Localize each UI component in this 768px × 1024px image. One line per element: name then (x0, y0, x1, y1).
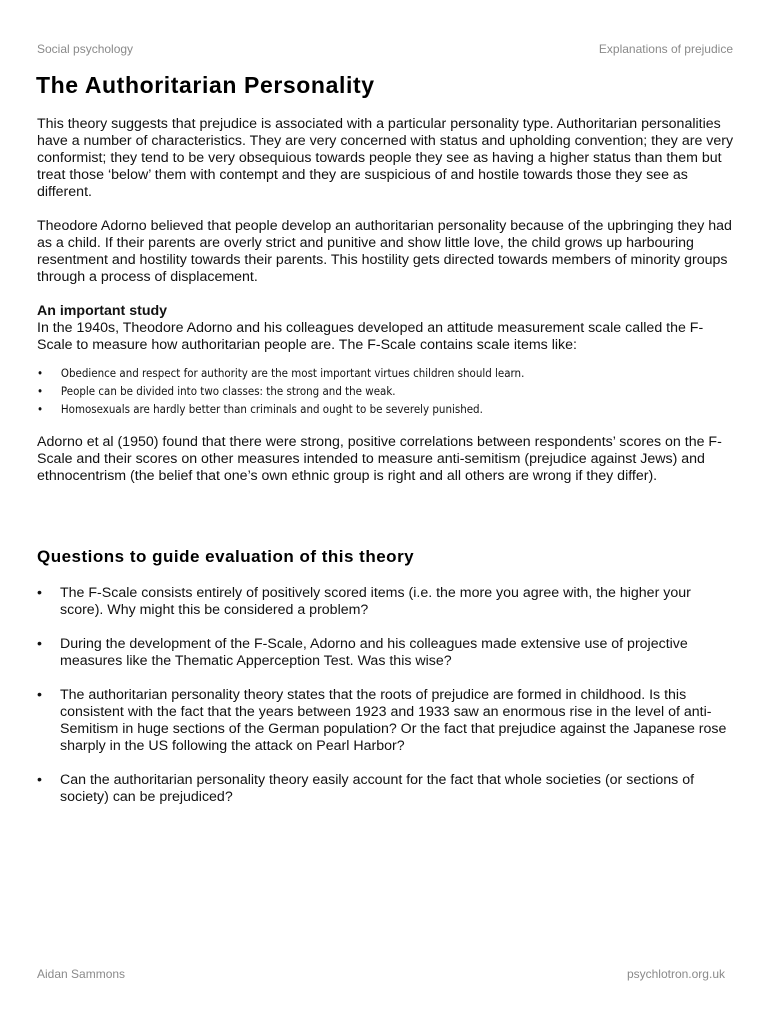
list-item (37, 687, 737, 755)
list-item (37, 772, 737, 806)
fscale-item-text: Homosexuals are hardly better than criminals and ought to be severely punished. (60, 403, 483, 416)
questions-heading: Questions to guide evaluation of this theory (37, 547, 415, 566)
study-section (37, 303, 737, 354)
footer-author: Aidan Sammons (37, 967, 126, 981)
question-text: Can the authoritarian personality theory easily account for the fact that whole societies (or sections of society) can be prejudiced? (60, 772, 695, 805)
bullet-icon: • (37, 636, 42, 652)
study-heading: An important study (37, 303, 168, 319)
list-item (37, 636, 737, 670)
list-item (37, 383, 681, 401)
bullet-icon: • (37, 385, 44, 398)
questions-list (37, 585, 737, 823)
fscale-item-text: People can be divided into two classes: the strong and the weak. (60, 385, 396, 398)
study-paragraph: In the 1940s, Theodore Adorno and his colleagues developed an attitude measurement scale called the F-Scale to measure how authoritarian people are. The F-Scale contains scale items like: (37, 320, 704, 353)
bullet-icon: • (37, 687, 42, 703)
header-topic: Explanations of prejudice (598, 42, 733, 56)
bullet-icon: • (37, 367, 44, 380)
main-content (37, 116, 737, 485)
header-subject: Social psychology (37, 42, 134, 56)
fscale-item-text: Obedience and respect for authority are the most important virtues children should learn. (60, 367, 525, 380)
question-text: The authoritarian personality theory states that the roots of prejudice are formed in childhood. Is this consistent with the fact that the years between 1923 and 1933 saw an enormous rise in the level of anti-Semitism in huge sections of the German population? Or the fact that prejudice against the Japanese rose sharply in the US following the attack on Pearl Harbor? (60, 687, 727, 754)
question-text: During the development of the F-Scale, Adorno and his colleagues made extensive use of projective measures like the Thematic Apperception Test. Was this wise? (60, 636, 688, 669)
list-item (37, 585, 737, 619)
bullet-icon: • (37, 772, 42, 788)
finding-paragraph: Adorno et al (1950) found that there were strong, positive correlations between respondents’ scores on the F-Scale and their scores on other measures intended to measure anti-semitism (prejudice against Jews) and ethnocentrism (the belief that one’s own ethnic group is right and all others are wrong if they differ). (37, 434, 722, 484)
question-text: The F-Scale consists entirely of positively scored items (i.e. the more you agree with, the higher your score). Why might this be considered a problem? (60, 585, 691, 618)
fscale-items-list (37, 365, 681, 419)
footer-website: psychlotron.org.uk (626, 967, 725, 981)
list-item (37, 365, 681, 383)
list-item (37, 401, 681, 419)
intro-paragraph-1: This theory suggests that prejudice is associated with a particular personality type. Authoritarian personalities have a number of characteristics. They are very concerned with status and upholding convention; they are very conformist; they tend to be very obsequious towards people they see as having a higher status than them but treat those ‘below’ them with contempt and they are suspicious of and hostile towards those they see as different. (37, 116, 734, 200)
bullet-icon: • (37, 585, 42, 601)
bullet-icon: • (37, 403, 44, 416)
page-title: The Authoritarian Personality (36, 72, 375, 98)
intro-paragraph-2: Theodore Adorno believed that people develop an authoritarian personality because of the upbringing they had as a child. If their parents are overly strict and punitive and show little love, the child grows up harbouring resentment and hostility towards their parents. This hostility gets directed towards members of minority groups through a process of displacement. (37, 218, 732, 285)
